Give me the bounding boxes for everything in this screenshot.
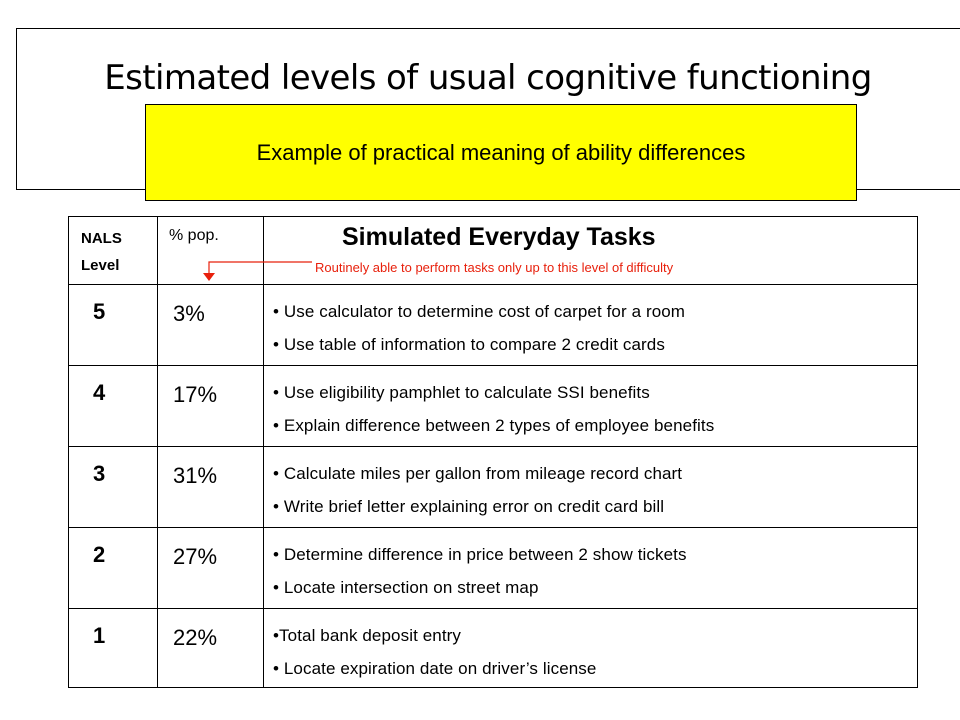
level-cell: 2 [93, 542, 106, 567]
pointer-arrow-icon [69, 217, 329, 285]
task-item: • Use table of information to compare 2 credit cards [273, 335, 665, 354]
task-item: • Write brief letter explaining error on credit card bill [273, 497, 665, 516]
task-item: • Use eligibility pamphlet to calculate SSI benefits [273, 383, 650, 402]
levels-table [68, 216, 918, 688]
table-row [69, 447, 917, 528]
level-cell: 1 [93, 623, 106, 648]
header-simulated-tasks: Simulated Everyday Tasks [342, 223, 656, 251]
table-row [69, 285, 917, 366]
slide-title: Estimated levels of usual cognitive functioning [104, 58, 872, 98]
task-item: • Explain difference between 2 types of employee benefits [273, 416, 715, 435]
level-cell: 3 [93, 461, 106, 486]
level-cell: 4 [93, 380, 106, 405]
header-pct-pop: % pop. [169, 227, 219, 244]
task-list [273, 376, 714, 442]
task-list [273, 538, 687, 604]
task-item: • Locate expiration date on driver’s license [273, 659, 597, 678]
task-item: • Use calculator to determine cost of carpet for a room [273, 302, 686, 321]
pct-cell: 31% [173, 463, 218, 488]
header-nals-level: NALS Level [81, 230, 122, 274]
task-list [273, 619, 596, 685]
task-item: • Locate intersection on street map [273, 578, 539, 597]
task-item: • Determine difference in price between 2 show tickets [273, 545, 687, 564]
table-row [69, 366, 917, 447]
task-list [273, 295, 685, 361]
pct-cell: 17% [173, 382, 218, 407]
level-cell: 5 [93, 299, 106, 324]
callout-text: Example of practical meaning of ability differences [256, 139, 746, 165]
task-item: • Calculate miles per gallon from mileage record chart [273, 464, 683, 483]
pct-cell: 22% [173, 625, 218, 650]
callout-box [145, 104, 857, 201]
table-row [69, 528, 917, 609]
task-list [273, 457, 682, 523]
pct-cell: 3% [173, 301, 205, 326]
task-item: •Total bank deposit entry [273, 626, 462, 645]
table-row [69, 609, 917, 690]
header-note: Routinely able to perform tasks only up to this level of difficulty [315, 260, 674, 275]
pct-cell: 27% [173, 544, 218, 569]
